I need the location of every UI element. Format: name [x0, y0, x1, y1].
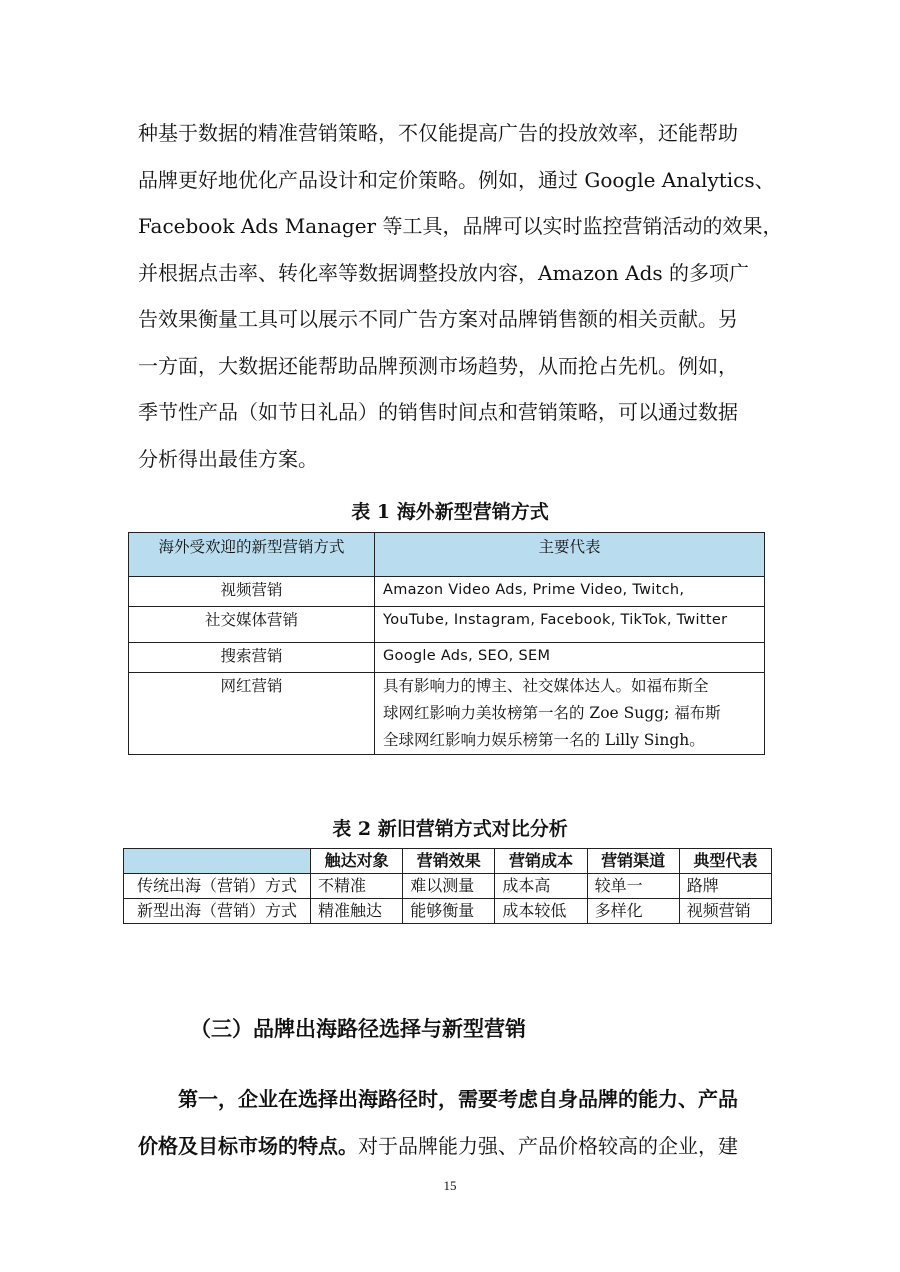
table-cell: 不精准: [311, 874, 403, 899]
table-cell: 新型出海（营销）方式: [124, 899, 311, 924]
body-line: [138, 1076, 764, 1123]
old-new-marketing-comparison-table: [123, 848, 772, 924]
table-cell: 视频营销: [679, 899, 771, 924]
table-cell: YouTube, Instagram, Facebook, TikTok, Twitter: [375, 607, 765, 643]
cell-line: 全球网红影响力娱乐榜第一名的 Lilly Singh。: [383, 731, 705, 749]
table-cell: 视频营销: [129, 577, 375, 607]
body-line: [138, 1123, 764, 1170]
table-row: [124, 899, 772, 924]
table-cell: 社交媒体营销: [129, 607, 375, 643]
table-cell: Google Ads, SEO, SEM: [375, 643, 765, 673]
table-cell: 难以测量: [403, 874, 495, 899]
table-row: [129, 673, 765, 755]
table-row: [129, 577, 765, 607]
table-cell: 成本高: [495, 874, 587, 899]
table-header-row: [124, 849, 772, 874]
closing-paragraph: [138, 1076, 764, 1169]
table-row: [129, 607, 765, 643]
table-header-cell: 营销成本: [495, 849, 587, 874]
table-cell: 能够衡量: [403, 899, 495, 924]
table-cell: 网红营销: [129, 673, 375, 755]
cell-line: 具有影响力的博主、社交媒体达人。如福布斯全: [383, 677, 709, 695]
table-header-cell: [124, 849, 311, 874]
body-line: 告效果衡量工具可以展示不同广告方案对品牌销售额的相关贡献。另: [138, 307, 738, 331]
cell-line: 球网红影响力美妆榜第一名的 Zoe Sugg; 福布斯: [383, 704, 721, 722]
new-marketing-methods-table: [128, 532, 765, 755]
page-number: 15: [443, 1178, 457, 1193]
table-cell: 传统出海（营销）方式: [124, 874, 311, 899]
table-cell: 多样化: [587, 899, 679, 924]
table-row: [129, 643, 765, 673]
table-cell: Amazon Video Ads, Prime Video, Twitch,: [375, 577, 765, 607]
section-heading: （三）品牌出海路径选择与新型营销: [190, 1016, 526, 1041]
body-line: 季节性产品（如节日礼品）的销售时间点和营销策略，可以通过数据: [138, 400, 738, 424]
table-header-cell: 营销渠道: [587, 849, 679, 874]
table-cell: 成本较低: [495, 899, 587, 924]
table-header-cell: 主要代表: [375, 533, 765, 577]
table-cell: 精准触达: [311, 899, 403, 924]
body-line: 分析得出最佳方案。: [138, 446, 318, 471]
table2-caption: 表 2 新旧营销方式对比分析: [332, 818, 568, 840]
table-header-cell: 海外受欢迎的新型营销方式: [129, 533, 375, 577]
table-header-cell: 触达对象: [311, 849, 403, 874]
intro-paragraph: [138, 110, 783, 482]
body-line: 种基于数据的精准营销策略，不仅能提高广告的投放效率，还能帮助: [138, 121, 738, 145]
table-cell: 搜索营销: [129, 643, 375, 673]
table1-caption: 表 1 海外新型营销方式: [351, 501, 549, 523]
bold-lead-text: 价格及目标市场的特点。: [138, 1133, 358, 1158]
body-line: Facebook Ads Manager 等工具，品牌可以实时监控营销活动的效果，: [138, 214, 783, 238]
table-header-row: [129, 533, 765, 577]
table-cell: 路牌: [679, 874, 771, 899]
body-line: 一方面，大数据还能帮助品牌预测市场趋势，从而抢占先机。例如，: [138, 353, 738, 378]
body-text: 对于品牌能力强、产品价格较高的企业，建: [358, 1133, 738, 1158]
table-row: [124, 874, 772, 899]
body-line: 品牌更好地优化产品设计和定价策略。例如，通过 Google Analytics、: [138, 167, 775, 192]
bold-lead-text: 第一，企业在选择出海路径时，需要考虑自身品牌的能力、产品: [178, 1087, 738, 1111]
table-cell: [375, 673, 765, 755]
table-header-cell: 典型代表: [679, 849, 771, 874]
body-line: 并根据点击率、转化率等数据调整投放内容，Amazon Ads 的多项广: [138, 260, 750, 285]
table-header-cell: 营销效果: [403, 849, 495, 874]
table-cell: 较单一: [587, 874, 679, 899]
